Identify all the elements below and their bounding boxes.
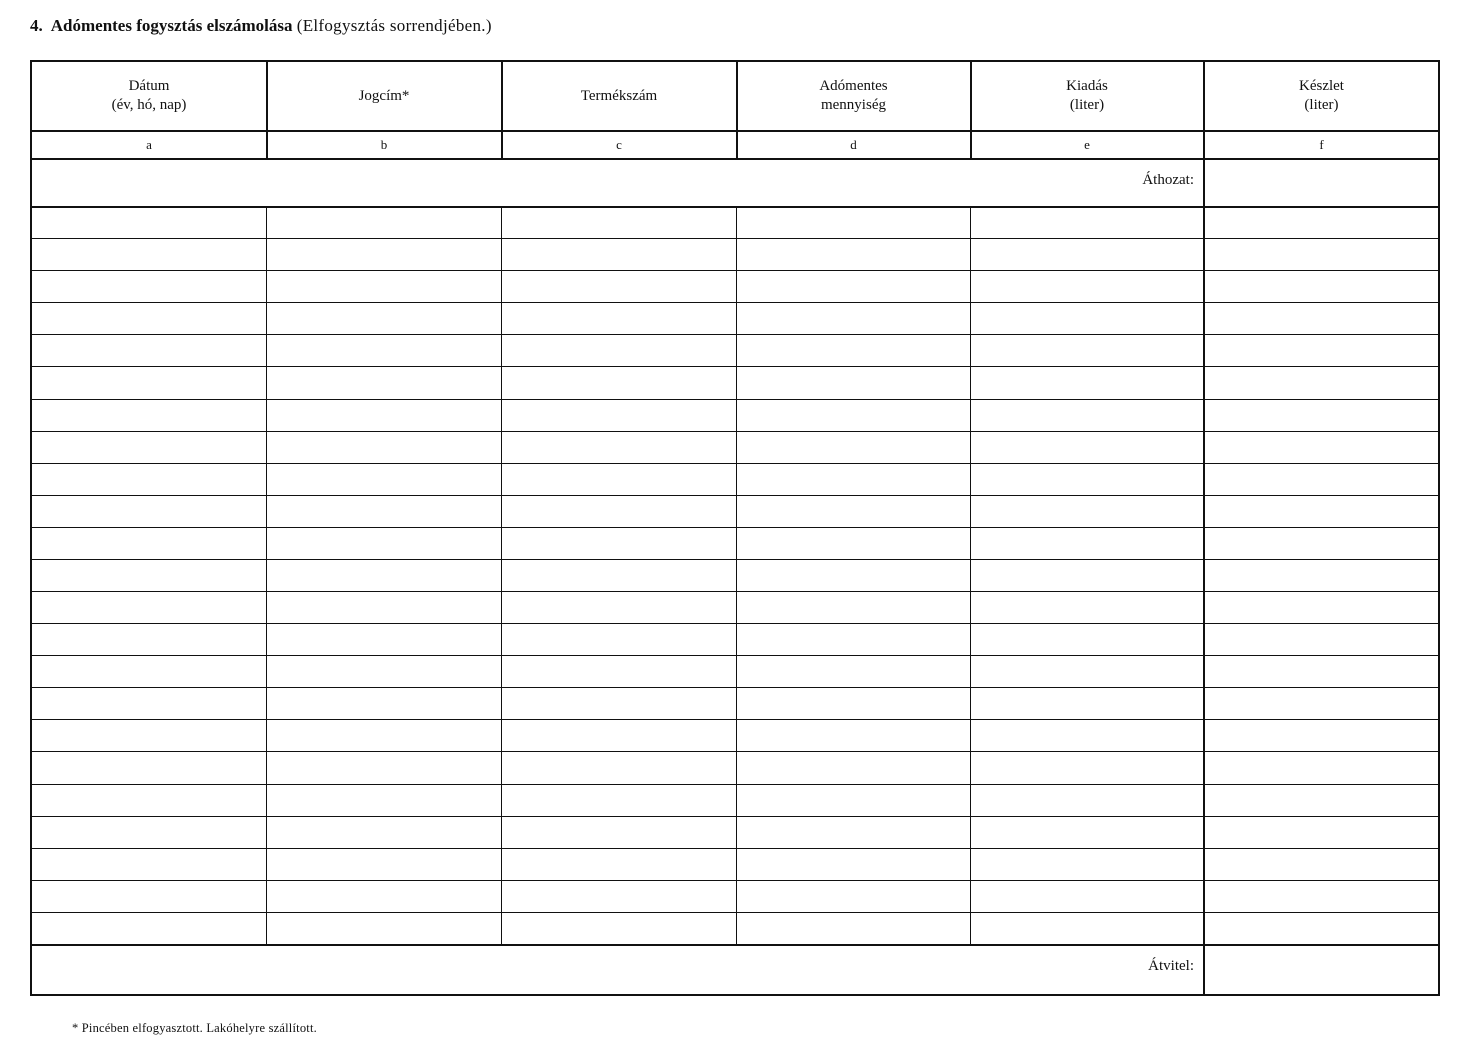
entry-row-line [32, 880, 1438, 881]
entry-row-line [32, 270, 1438, 271]
letter-f: f [1319, 137, 1324, 152]
entry-row-line [32, 655, 1438, 656]
entry-row-line [32, 238, 1438, 239]
entry-row-line [32, 591, 1438, 592]
entry-row-line [32, 463, 1438, 464]
header-kiadas [971, 62, 1203, 130]
entry-row-line [32, 623, 1438, 624]
header-termekszam-label: Termékszám [580, 87, 658, 104]
entry-row-line [32, 399, 1438, 400]
footnote: * Pincében elfogyasztott. Lakóhelyre szállított. [72, 1021, 317, 1035]
header-keszlet-label: Készlet [1299, 78, 1344, 94]
section-heading [30, 16, 492, 36]
body-column-divider [501, 206, 502, 944]
entry-row-line [32, 816, 1438, 817]
entry-row-line [32, 848, 1438, 849]
entry-row-line [32, 559, 1438, 560]
entry-row-line [32, 751, 1438, 752]
header-column-divider [736, 62, 738, 158]
entry-row-line [32, 912, 1438, 913]
entry-row-line [32, 495, 1438, 496]
header-datum-label: Dátum [128, 78, 170, 94]
header-keszlet [1205, 62, 1438, 130]
carry-in-divider [32, 206, 1438, 208]
header-divider [32, 130, 1438, 132]
header-adomentes [737, 62, 970, 130]
entry-row-line [32, 302, 1438, 303]
header-datum [32, 62, 266, 130]
section-number: 4. [30, 16, 43, 35]
body-column-divider [266, 206, 267, 944]
letter-e: e [1084, 137, 1090, 152]
letter-d: d [850, 137, 857, 152]
consumption-ledger-table [30, 60, 1440, 996]
header-kiadas-sublabel: (liter) [1069, 97, 1105, 113]
header-column-divider [1203, 62, 1205, 158]
letter-row-divider [32, 158, 1438, 160]
header-column-divider [970, 62, 972, 158]
header-jogcim [267, 62, 501, 130]
header-adomentes-label: Adómentes [819, 78, 888, 94]
carry-out-divider [32, 944, 1438, 946]
entry-row-line [32, 687, 1438, 688]
entry-row-line [32, 784, 1438, 785]
carry-out-label: Átvitel: [1148, 958, 1194, 974]
entry-row-line [32, 334, 1438, 335]
header-termekszam [502, 62, 736, 130]
letter-b: b [380, 137, 388, 152]
body-column-divider [970, 206, 971, 944]
header-keszlet-sublabel: (liter) [1304, 97, 1339, 113]
header-column-divider [501, 62, 503, 158]
entry-row-line [32, 366, 1438, 367]
header-datum-sublabel: (év, hó, nap) [111, 97, 187, 113]
entry-row-line [32, 527, 1438, 528]
carry-in-label: Áthozat: [1142, 172, 1194, 188]
entry-row-line [32, 719, 1438, 720]
entry-row-line [32, 431, 1438, 432]
letter-a: a [146, 137, 152, 152]
section-title: Adómentes fogysztás elszámolása [50, 16, 293, 35]
header-adomentes-sublabel: mennyiség [820, 97, 886, 113]
section-subtitle: (Elfogysztás sorrendjében.) [296, 16, 492, 35]
body-column-divider [736, 206, 737, 944]
letter-c: c [616, 137, 622, 152]
stock-column-divider [1203, 158, 1205, 994]
header-kiadas-label: Kiadás [1066, 78, 1108, 94]
header-jogcim-label: Jogcím* [358, 87, 410, 104]
header-column-divider [266, 62, 268, 158]
